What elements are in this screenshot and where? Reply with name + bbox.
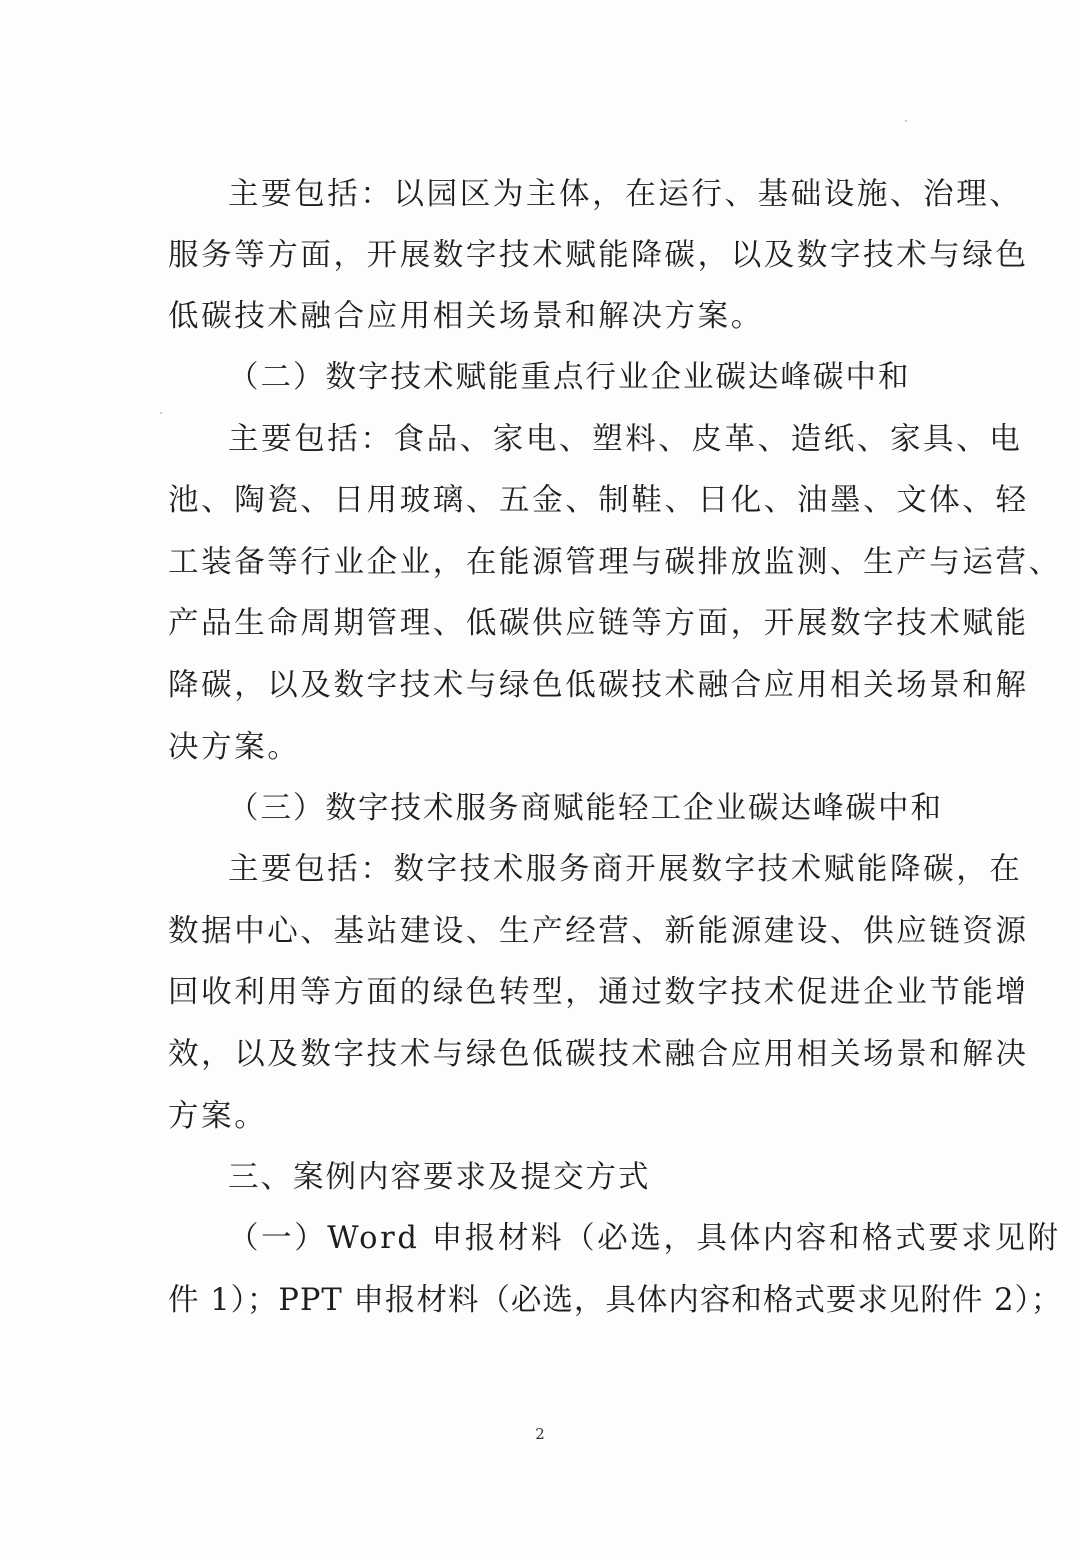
paragraph-line: 工装备等行业企业，在能源管理与碳排放监测、生产与运营、 bbox=[168, 545, 1062, 580]
paragraph-line: （一）Word 申报材料（必选，具体内容和格式要求见附 bbox=[228, 1221, 1061, 1256]
paragraph-line: 产品生命周期管理、低碳供应链等方面，开展数字技术赋能 bbox=[168, 606, 1029, 641]
paragraph-line: 主要包括：数字技术服务商开展数字技术赋能降碳，在 bbox=[228, 852, 1023, 887]
paragraph-line: 主要包括：以园区为主体，在运行、基础设施、治理、 bbox=[228, 177, 1023, 212]
paragraph-line: 降碳，以及数字技术与绿色低碳技术融合应用相关场景和解 bbox=[168, 668, 1029, 703]
paragraph-line: 回收利用等方面的绿色转型，通过数字技术促进企业节能增 bbox=[168, 975, 1029, 1010]
paragraph-line: 主要包括：食品、家电、塑料、皮革、造纸、家具、电 bbox=[228, 422, 1023, 457]
paragraph-line: 数据中心、基站建设、生产经营、新能源建设、供应链资源 bbox=[168, 914, 1029, 949]
paragraph-line: 效，以及数字技术与绿色低碳技术融合应用相关场景和解决 bbox=[168, 1037, 1029, 1072]
section-heading: （三）数字技术服务商赋能轻工企业碳达峰碳中和 bbox=[228, 791, 943, 826]
paragraph-line: 低碳技术融合应用相关场景和解决方案。 bbox=[168, 299, 764, 334]
scan-speck bbox=[905, 120, 907, 122]
page-number: 2 bbox=[535, 1425, 545, 1443]
section-heading: 三、案例内容要求及提交方式 bbox=[228, 1160, 651, 1195]
paragraph-line: 决方案。 bbox=[168, 730, 301, 765]
paragraph-line: 方案。 bbox=[168, 1099, 268, 1134]
paragraph-line: 服务等方面，开展数字技术赋能降碳，以及数字技术与绿色 bbox=[168, 238, 1029, 273]
paragraph-line: 池、陶瓷、日用玻璃、五金、制鞋、日化、油墨、文体、轻 bbox=[168, 483, 1029, 518]
scan-speck bbox=[160, 412, 162, 414]
section-heading: （二）数字技术赋能重点行业企业碳达峰碳中和 bbox=[228, 360, 911, 395]
paragraph-line: 件 1）；PPT 申报材料（必选，具体内容和格式要求见附件 2）； bbox=[168, 1283, 1063, 1318]
